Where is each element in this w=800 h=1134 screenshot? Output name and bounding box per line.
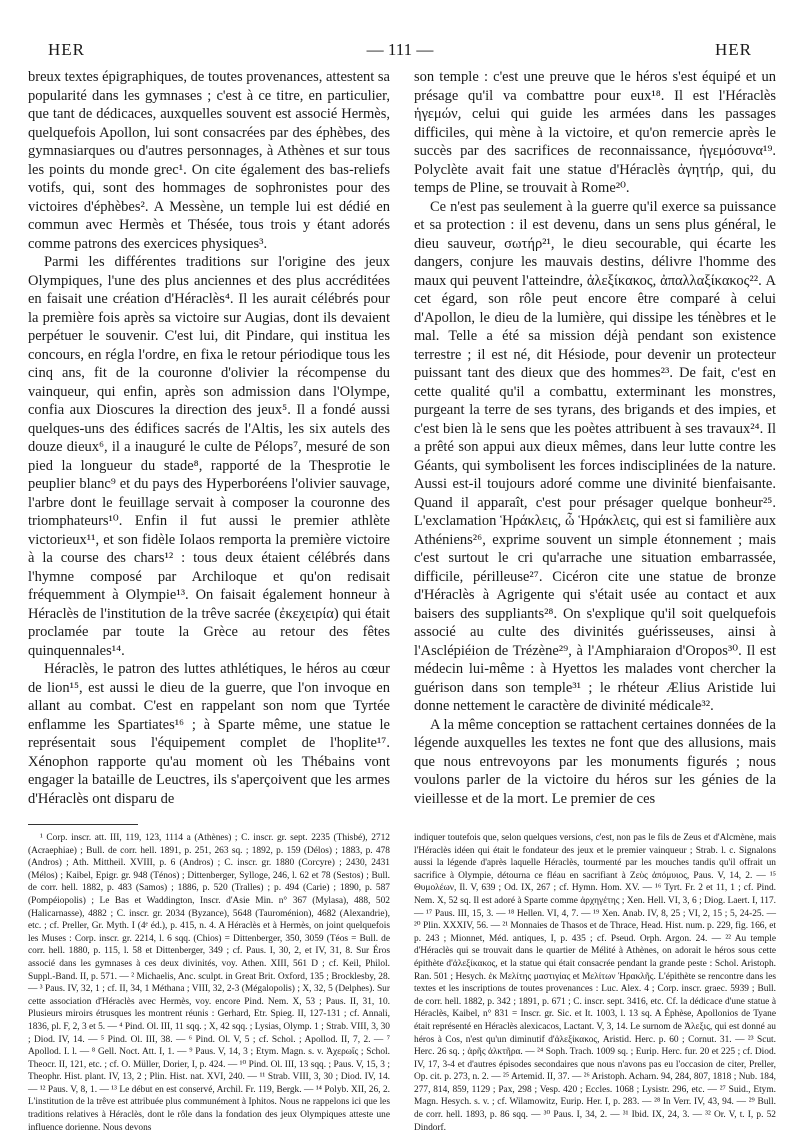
paragraph: son temple : c'est une preuve que le héros s'est équipé et un présage qu'il va combattre pour eux¹⁸. Il est l'Héraclès ἡγεμών, celui qui guide les armées dans les passages difficiles, qui mène à la victoire, et qu'on remercie après le succès par des sacrifices de reconnaissance, ἡγεμόσυνα¹⁹. Polyclète avait fait une statue d'Héraclès ἀγητήρ, qui, du temps de Pline, se trouvait à Rome²⁰. <box>414 69 776 196</box>
paragraph: Parmi les différentes traditions sur l'origine des jeux Olympiques, l'une des plus anciennes et des plus accréditées en faisait une création d'Héraclès⁴. Il les aurait célébrés pour la première fois après sa victoire sur Augias, dont ils devaient perpétuer le souvenir. C'est lui, dit Pindare, qui institua les concours, en régla l'ordre, en fixa le retour périodique tous les cinq ans, fit de la couronne d'olivier la récompense du vainqueur, qui enfin, après son admission dans l'Olympe, confia aux Dioscures la direction des jeux⁵. Il a fondé aussi quelques-uns des édifices sacrés de l'Altis, les six autels des douze dieux⁶, il a inauguré le culte de Pélops⁷, mesuré de son pied la longueur du stade⁸, rapporté de la Thesprotie le peuplier blanc⁹ et du pays des Hyperboréens l'olivier sauvage, l'arbre dont le feuillage servait à composer la couronne des triomphateurs¹⁰. Enfin il fut aussi le premier athlète victorieux¹¹, et son fidèle Iolaos remporta la première victoire à la course des chars¹² : tous deux étaient célébrés dans l'hymne composé par Archiloque et qu'on redisait fréquemment à Olympie¹³. On faisait également honneur à Héraclès de l'institution de la trêve sacrée (ἐκεχειρία) qui était proclamée par toute la Grèce au retour des fêtes quinquennales¹⁴. <box>28 254 390 659</box>
footnote-rule <box>28 824 138 825</box>
running-header <box>28 40 772 66</box>
footnote-block: ¹ Corp. inscr. att. III, 119, 123, 1114 a (Athènes) ; C. inscr. gr. sept. 2235 (Thisbé), 2712 (Acraephiae) ; Bull. de corr. hell. 1891, p. 251, 263 sq. ; 1892, p. 159 (Délos) ; 1883, p. 478 (Andros) ; Ath. Mittheil. XVIII, p. 6 (Andros) ; C. inscr. gr. 1880 (Corcyre) ; 2430, 2431 (Mélos) ; Kaibel, Epigr. gr. 948 (Ténos) ; Dittenberger, Sylloge, 246, l. 62 et 78 (Sestos) ; Bull. de corr. hell. 1882, p. 483 (Samos) ; 1886, p. 520 (Tralles) ; p. 494 (Carie) ; 1890, p. 587 (Pompéiopolis) ; Le Bas et Waddington, Inscr. d'Asie Min. n° 367 (Mylasa), 488, 502 (Halicarnasse), 4882 ; C. inscr. gr. 2034 (Byzance), 5648 (Tauroménion), 4682 (Alexandrie), etc. ; cf. Preller, Gr. Myth. I (4ᵉ éd.), p. 415, n. 4. A Héraclès et à Hermès, on joint quelquefois les Muses : Corp. inscr. gr. 2214, l. 6 sqq. (Chios) = Dittenberger, 350, 3059 (Téos = Bull. de corr. hell. 1880, p. 115, l. 58 et Dittenberger, 349 ; cf. Paus. I, 30, 2, et IV, 31, 8. Sur Éros associé dans les gymnases à ces deux divinités, voy. Athen. XIII, 561 D ; cf. Keil, Philol. Suppl.-Band. II, p. 571. — ² Michaelis, Anc. sculpt. in Great Brit. Oxford, 135 ; Brocklesby, 28. — ³ Paus. IV, 32, 1 ; cf. II, 34, 1 Méthana ; VIII, 32, 2-3 (Mégalopolis) ; X, 32, 5 (Delphes). Sur cette association d'Héraclès avec Hermès, voy. encore Pind. Nem. X, 53 ; Paus. II, 31, 10. Plusieurs miroirs étrusques les montrent réunis : Gerhard, Etr. Spieg. II, 127-131 ; cf. Annali, 1836, pl. F, 2, 3 et 5. — ⁴ Pind. Ol. III, 11 sqq. ; X, 42 sqq. ; Lysias, Olymp. 1 ; Strab. VIII, 3, 30 ; Diod. IV, 14. — ⁵ Pind. Ol. III, 38. — ⁶ Pind. Ol. V, 5 ; cf. Schol. ; Apollod. II, 7, 2. — ⁷ Apollod. I. l. — ⁸ Gell. Noct. Att. I, 1. — ⁹ Paus. V, 14, 3 ; Etym. Magn. s. v. Ἀχερωΐς ; Schol. Theocr. II, 121, etc. ; cf. O. Müller, Dorier, I, p. 424. — ¹⁰ Pind. Ol. III, 13 sqq. ; Paus. V, 15, 3 ; Theophr. Hist. plant. IV, 13, 2 ; Plin. Hist. nat. XVI, 240. — ¹¹ Strab. VIII, 3, 30 ; Diod. IV, 14. — ¹² Paus. V, 8, 1. — ¹³ Le début en est conservé, Archil. Fr. 119, Bergk. — ¹⁴ Polyb. XII, 26, 2. L'institution de la trêve est attribuée plus communément à Iphitos. Nous ne rappelons ici que les traditions relatives à Héraclès, dont le rôle dans la fondation des jeux Olympiques atteste une influence dorienne. Nous devons <box>28 833 390 1133</box>
paragraph: breux textes épigraphiques, de toutes provenances, attestent sa popularité dans les gymnases ; c'est à ce titre, en particulier, que tant de dédicaces, auxquelles souvent est associé Hermès, quelquefois Apollon, lui sont consacrées par des éphèbes, des gymnasiarques ou d'autres personnages, à Athènes et sur tous les points du monde grec¹. On cite également des bas-reliefs votifs, qui, sont des hommages de sophronistes pour des victoires d'éphèbes². A Messène, un temple lui est dédié en commun avec Hermès et Thésée, tous trois y étant adorés comme patrons des exercices physiques³. <box>28 69 390 252</box>
right-column <box>414 68 776 808</box>
left-column <box>28 68 390 808</box>
paragraph: A la même conception se rattachent certaines données de la légende auxquelles les textes ne font que des allusions, mais que nous entrevoyons par les monuments figurés ; nous voulons parler de la victoire du héros sur les génies de la vieillesse et de la mort. Le premier de ces <box>414 716 776 807</box>
footnotes-right <box>414 832 776 1133</box>
header-left-title: HER <box>48 40 85 59</box>
footnotes-left <box>28 832 390 1133</box>
footnote-block: indiquer toutefois que, selon quelques versions, c'est, non pas le fils de Zeus et d'Alcmène, mais l'Héraclès idéen qui était le fondateur des jeux et le premier vainqueur ; Strab. l. c. Signalons aussi la légende d'après laquelle Héraclès, tourmenté par les mouches tandis qu'il offrait un sacrifice à Olympie, détourna ce fléau en sacrifiant à Ζεὺς ἀπόμυιος, Paus. V, 14, 2. — ¹⁵ Θυμολέων, Il. V, 639 ; Od. IX, 267 ; cf. Hymn. Hom. XV. — ¹⁶ Tyrt. Fr. 2 et 11, 1 ; cf. Pind. Nem. X, 52 sq. Il est adoré à Sparte comme ἀρχηγέτης ; Xen. Hell. VI, 3, 6 ; Diog. Laert. I, 117. — ¹⁷ Paus. III, 15, 3. — ¹⁸ Hellen. VI, 4, 7. — ¹⁹ Xen. Anab. IV, 8, 25 ; VI, 2, 15 ; 5, 24-25. — ²⁰ Plin. XXXIV, 56. — ²¹ Monnaies de Thasos et de Thrace, Head. Hist. num. p. 229, fig. 166, et p. 243 ; Mionnet, Méd. antiques, I, p. 435 ; cf. Pseud. Orph. Argon. 24. — ²² Au temple d'Héraclès qui se trouvait dans le quartier de Mélité à Athènes, on adorait le héros sous cette épithète d'ἀλεξίκακος, et la statue qui était consacrée pendant la grande peste : Schol. Aristoph. Ran. 501 ; Hesych. ἐκ Μελίτης μαστιγίας et Μελίτων Ἡρακλῆς. L'épithète se rencontre dans les textes et les inscriptions de toutes provenances : Luc. Alex. 4 ; Corp. inscr. graec. 5939 ; Bull. de corr. hell. 1882, p. 342 ; 1891, p. 671 ; C. inscr. sept. 3416, etc. Cf. la dédicace d'une statue à Héraclès, Kaibel, n° 831 = Inscr. gr. Sic. et It. 1003, l. 13 sq. A Éphèse, Apollonios de Tyane était représenté en Héraclès alexicacos, Lactant. V, 3, 14. Le surnom de Ἀλεξις, qui est donné au héros à Cos, n'est qu'un diminutif d'ἀλεξίκακος, Aristid. Herc. p. 60 ; Cornut. 31. — ²³ Scut. Herc. 26 sq. ; ἀρῆς ἀλκτῆρα. — ²⁴ Soph. Trach. 1009 sq. ; Eurip. Herc. fur. 20 et 225 ; cf. Diod. IV, 17, 3-4 et d'autres épisodes secondaires que nous n'avons pas eu l'occasion de citer, Preller, Op. cit. p. 273, n. 2. — ²⁵ Artemid. II, 37. — ²⁶ Aristoph. Acharn. 94, 284, 807, 1818 ; Nub. 184, 277, 814, 859, 1129 ; Pax, 298 ; Vesp. 420 ; Eccles. 1068 ; Lysistr. 296, etc. — ²⁷ Suid., Etym. Magn. Hesych. s. v. ; cf. Wilamowitz, Eurip. Her. I, p. 283. — ²⁸ In Verr. IV, 43, 94. — ²⁹ Bull. de corr. hell. 1893, p. 86 sqq. — ³⁰ Paus. I, 34, 2. — ³¹ Ibid. IX, 24, 3. — ³² Or. V, t. I, p. 52 Dindorf. <box>414 833 776 1133</box>
header-right-title: HER <box>715 40 752 59</box>
paragraph: Ce n'est pas seulement à la guerre qu'il exerce sa puissance et sa protection : il est devenu, dans un sens plus général, le dieu sauveur, σωτήρ²¹, le dieu secourable, qui écarte les dangers, conjure les mauvais destins, délivre l'homme des maux qui peuvent l'atteindre, ἀλεξίκακος, ἀπαλλαξίκακος²². A cet égard, son rôle peut encore être comparé à celui d'Apollon, le dieu de la lumière, qui dissipe les ténèbres et le mal. Telle a été sa mission déjà pendant son existence terrestre ; il est né, dit Hésiode, pour devenir un protecteur puissant tant des dieux que des hommes²³. De fait, c'est en cette qualité qu'il a combattu, exterminant les monstres, purgeant la terre de ses tyrans, des brigands et des impies, et c'est bien là le sens que les poètes attribuent à ses travaux²⁴. Il a prêté son appui aux dieux mêmes, dans leur lutte contre les Géants, qui symbolisent les forces indisciplinées de la nature. Aussi est-il toujours adoré comme une divinité bienfaisante. Quand il apparaît, c'est pour présager quelque bonheur²⁵. L'exclamation Ἡράκλεις, ὦ Ἡράκλεις, qui est si familière aux Athéniens²⁶, exprime souvent un simple étonnement ; mais c'est surtout le cri qu'arrache une situation embarrassée, difficile, périlleuse²⁷. Cicéron cite une statue de bronze d'Héraclès à Agrigente qui s'était usée au contact et aux baisers des suppliants²⁸. On s'explique qu'il soit quelquefois associé au culte des divinités guérisseuses, ainsi à l'Asclépiéion de Trézène²⁹, à l'Amphiaraion d'Oropos³⁰. Il est médecin lui-même : à Hyettos les malades vont chercher la guérison dans son temple³¹ ; le rhéteur Ælius Aristide lui donne nettement le caractère de divinité médicale³². <box>414 198 776 714</box>
page-number: — 111 — <box>366 40 434 59</box>
paragraph: Héraclès, le patron des luttes athlétiques, le héros au cœur de lion¹⁵, est aussi le dieu de la guerre, que l'on invoque en allant au combat. C'est en rappelant son nom que Tyrtée enflamme les Spartiates¹⁶ ; à Sparte même, une statue le représentait sous l'équipement complet de l'hoplite¹⁷. Xénophon rapporte qu'au moment où les Thébains vont engager la bataille de Leuctres, ils s'aperçoivent que les armes d'Héraclès ont disparu de <box>28 661 390 807</box>
